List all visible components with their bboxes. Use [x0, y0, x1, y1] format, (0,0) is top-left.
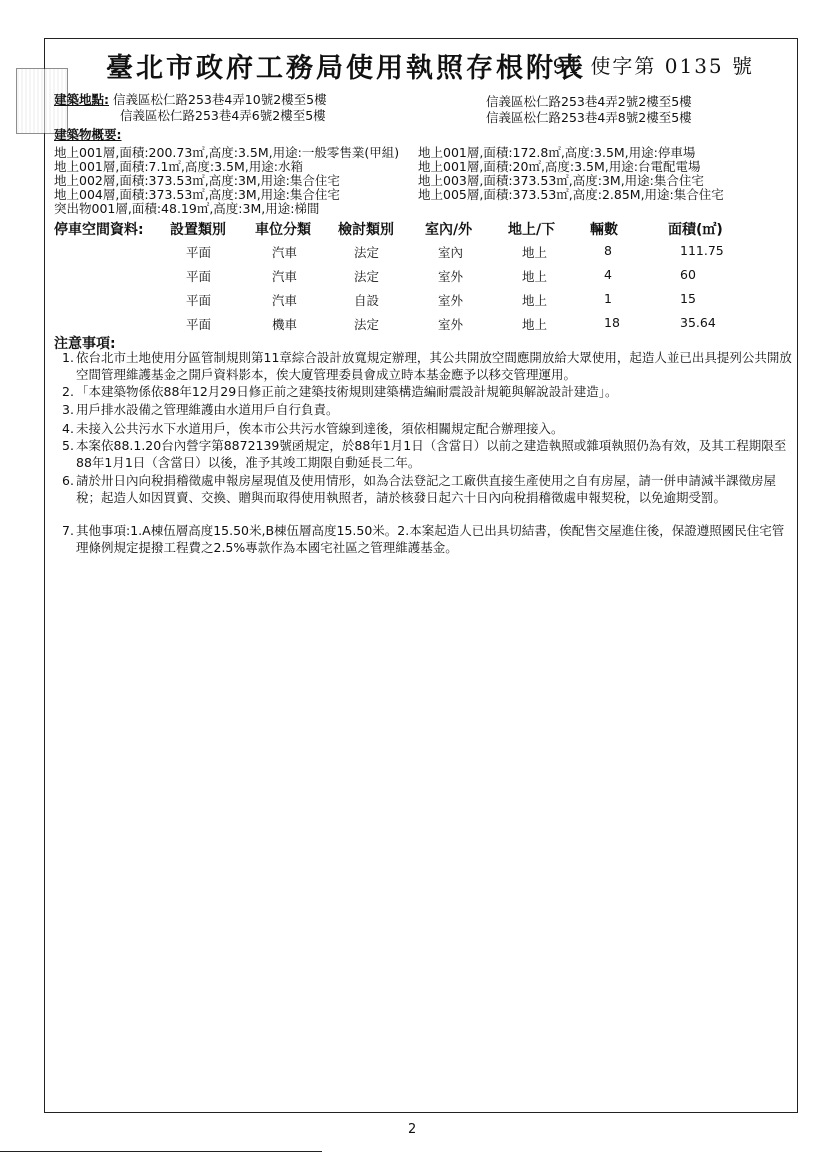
- parking-cell: 15: [680, 291, 696, 306]
- note-item: [62, 383, 792, 400]
- parking-cell: 室外: [438, 269, 464, 284]
- parking-cell: 汽車: [272, 293, 298, 308]
- address-line-1: [54, 92, 327, 108]
- note-number: 7.: [62, 523, 74, 538]
- parking-cell: 法定: [354, 269, 380, 284]
- parking-cell: 地上: [522, 269, 548, 284]
- parking-cell: 平面: [186, 245, 212, 260]
- parking-cell: 平面: [186, 269, 212, 284]
- note-text: 依台北市土地使用分區管制規則第11章綜合設計放寬規定辦理，其公共開放空間應開放給大眾使用，起造人並已出具提列公共開放空間管理維護基金之開戶資料影本，俟大廈管理委員會成立時本基金應予以移交管理運用。: [76, 350, 792, 382]
- parking-cell: 平面: [186, 293, 212, 308]
- address-label: 建築地點:: [54, 92, 109, 107]
- note-item: [62, 401, 792, 418]
- parking-cell: 1: [604, 291, 612, 306]
- note-text: 未接入公共污水下水道用戶，俟本市公共污水管線到達後，須依相關規定配合辦理接入。: [76, 421, 564, 436]
- parking-header: 室內/外: [425, 222, 473, 238]
- parking-cell: 地上: [522, 245, 548, 260]
- address-item: 信義區松仁路253巷4弄6號2樓至5樓: [120, 108, 326, 123]
- permit-number: 91 使字第 0135 號: [552, 54, 754, 78]
- parking-header: 面積(㎡): [668, 222, 723, 238]
- building-row: 地上002層,面積:373.53㎡,高度:3M,用途:集合住宅: [54, 173, 340, 188]
- building-row: 地上001層,面積:7.1㎡,高度:3.5M,用途:水箱: [54, 159, 303, 174]
- note-number: 3.: [62, 402, 74, 417]
- parking-cell: 法定: [354, 317, 380, 332]
- parking-cell: 汽車: [272, 269, 298, 284]
- note-text: 本案依88.1.20台內營字第8872139號函規定，於88年1月1日（含當日）以前之建造執照或雜項執照仍為有效，及其工程期限至88年1月1日（含當日）以後，准予其竣工期限自動延長二年。: [76, 438, 787, 470]
- note-item: [62, 420, 792, 437]
- parking-cell: 機車: [272, 317, 298, 332]
- building-label: 建築物概要:: [54, 127, 122, 142]
- note-number: 5.: [62, 438, 74, 453]
- parking-cell: 35.64: [680, 315, 716, 330]
- parking-header: 檢討類別: [338, 222, 394, 238]
- parking-label: 停車空間資料:: [54, 222, 144, 238]
- note-number: 6.: [62, 473, 74, 488]
- note-item: [62, 522, 792, 556]
- note-text: 請於卅日內向稅捐稽徵處申報房屋現值及使用情形，如為合法登記之工廠供直接生產使用之自有房屋，請一併申請減半課徵房屋稅；起造人如因買賣、交換、贈與而取得使用執照者，請於核發日起六十日內向稅捐稽徵處申報契稅，以免逾期受罰。: [76, 473, 777, 505]
- parking-cell: 自設: [354, 293, 380, 308]
- building-row: 地上005層,面積:373.53㎡,高度:2.85M,用途:集合住宅: [418, 187, 724, 202]
- address-item: 信義區松仁路253巷4弄2號2樓至5樓: [486, 94, 692, 109]
- document-title: 臺北市政府工務局使用執照存根附表: [106, 53, 586, 84]
- note-text: 用戶排水設備之管理維護由水道用戶自行負責。: [76, 402, 339, 417]
- note-number: 4.: [62, 421, 74, 436]
- building-row: 地上001層,面積:172.8㎡,高度:3.5M,用途:停車場: [418, 145, 696, 160]
- building-row: 地上001層,面積:20㎡,高度:3.5M,用途:台電配電場: [418, 159, 701, 174]
- parking-header: 設置類別: [170, 222, 226, 238]
- note-item: [62, 472, 792, 506]
- address-item: 信義區松仁路253巷4弄8號2樓至5樓: [486, 110, 692, 125]
- note-number: 2.: [62, 384, 74, 399]
- parking-cell: 18: [604, 315, 620, 330]
- parking-cell: 室外: [438, 293, 464, 308]
- note-item: [62, 437, 792, 471]
- parking-cell: 8: [604, 243, 612, 258]
- parking-cell: 111.75: [680, 243, 724, 258]
- parking-header: 輛數: [590, 222, 618, 238]
- parking-header: 車位分類: [255, 222, 311, 238]
- note-item: [62, 349, 792, 383]
- parking-cell: 地上: [522, 293, 548, 308]
- parking-cell: 4: [604, 267, 612, 282]
- title-row: [44, 44, 798, 86]
- building-row: 地上003層,面積:373.53㎡,高度:3M,用途:集合住宅: [418, 173, 704, 188]
- parking-cell: 平面: [186, 317, 212, 332]
- address-item: 信義區松仁路253巷4弄10號2樓至5樓: [112, 92, 327, 107]
- parking-cell: 地上: [522, 317, 548, 332]
- building-row: 突出物001層,面積:48.19㎡,高度:3M,用途:梯間: [54, 201, 320, 216]
- parking-cell: 室外: [438, 317, 464, 332]
- building-row: 地上004層,面積:373.53㎡,高度:3M,用途:集合住宅: [54, 187, 340, 202]
- page-number: 2: [408, 1122, 417, 1137]
- notes-label: 注意事項:: [54, 336, 116, 352]
- parking-cell: 60: [680, 267, 696, 282]
- parking-cell: 法定: [354, 245, 380, 260]
- footer-divider: [0, 1151, 322, 1152]
- note-number: 1.: [62, 350, 74, 365]
- parking-header: 地上/下: [508, 222, 556, 238]
- note-text: 其他事項:1.A棟伍層高度15.50米,B棟伍層高度15.50米。2.本案起造人已出具切結書，俟配售交屋進住後，保證遵照國民住宅管理條例規定提撥工程費之2.5%專款作為本國宅社區之管理維護基金。: [76, 523, 785, 555]
- building-row: 地上001層,面積:200.73㎡,高度:3.5M,用途:一般零售業(甲組): [54, 145, 400, 160]
- parking-cell: 汽車: [272, 245, 298, 260]
- parking-cell: 室內: [438, 245, 464, 260]
- note-text: 「本建築物係依88年12月29日修正前之建築技術規則建築構造編耐震設計規範與解說設計建造」。: [76, 384, 618, 399]
